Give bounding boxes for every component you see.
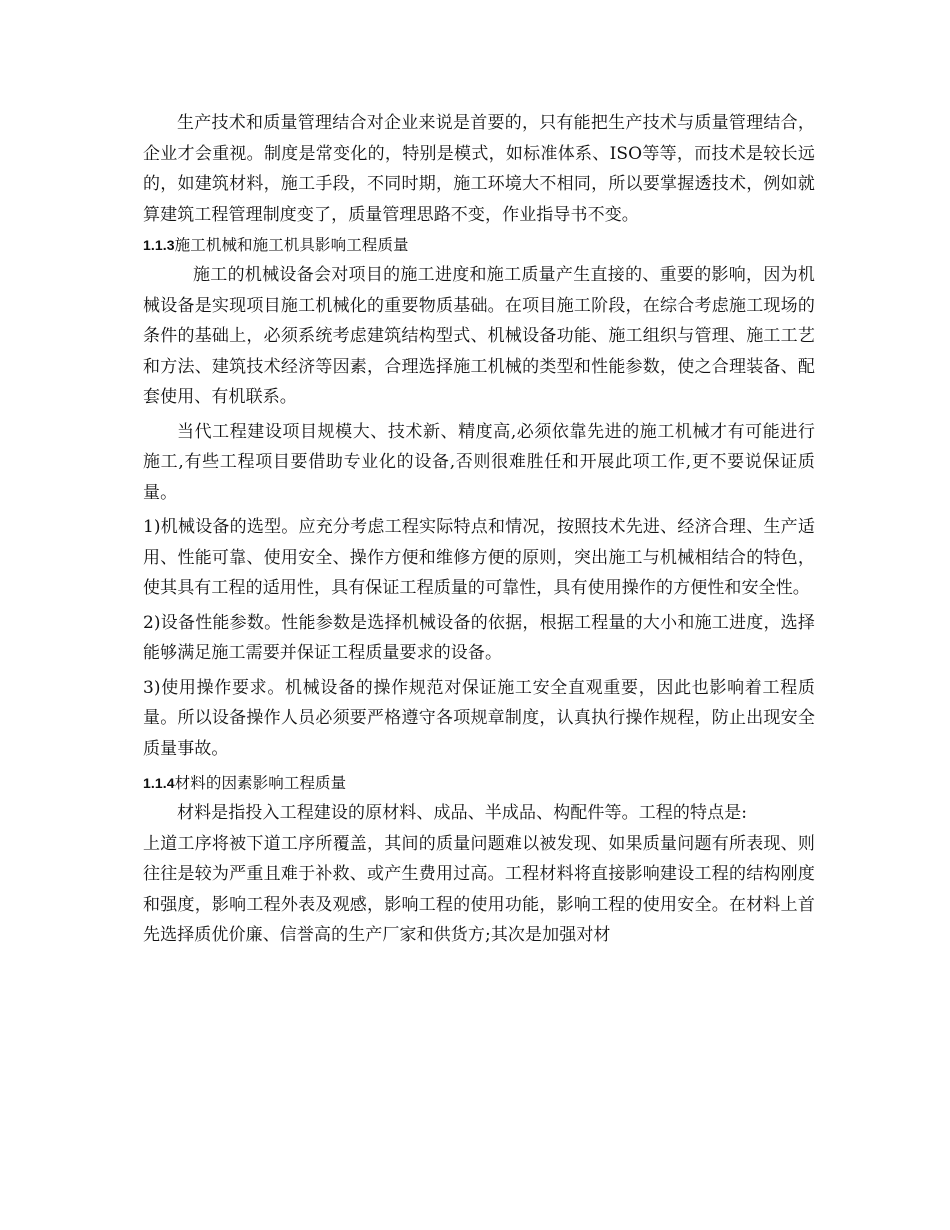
paragraph-materials-body: 上道工序将被下道工序所覆盖，其间的质量问题难以被发现、如果质量问题有所表现、则往往是较为严重且难于补救、或产生费用过高。工程材料将直接影响建设工程的结构刚度和强度，影响工程外表及观感，影响工程的使用功能，影响工程的使用安全。在材料上首先选择质优价廉、信誉高的生产厂家和供货方;其次是加强对材	[143, 833, 815, 945]
paragraph-machinery-impact: 施工的机械设备会对项目的施工进度和施工质量产生直接的、重要的影响，因为机械设备是实现项目施工机械化的重要物质基础。在项目施工阶段，在综合考虑施工现场的条件的基础上，必须系统考虑建筑结构型式、机械设备功能、施工组织与管理、施工工艺和方法、建筑技术经济等因素，合理选择施工机械的类型和性能参数，使之合理装备、配套使用、有机联系。	[143, 265, 815, 407]
section-heading-1-1-4	[143, 768, 815, 798]
section-number: 1.1.3	[143, 237, 175, 253]
section-title: 材料的因素影响工程质量	[174, 774, 347, 792]
section-number: 1.1.4	[143, 775, 175, 791]
section-title: 施工机械和施工机具影响工程质量	[174, 236, 409, 254]
list-item-equipment-selection: 1)机械设备的选型。应充分考虑工程实际特点和情况，按照技术先进、经济合理、生产适用、性能可靠、使用安全、操作方便和维修方便的原则，突出施工与机械相结合的特色，使其具有工程的适用性，具有保证工程质量的可靠性，具有使用操作的方便性和安全性。	[143, 517, 815, 598]
section-heading-1-1-3	[143, 230, 815, 260]
paragraph-materials-line1: 材料是指投入工程建设的原材料、成品、半成品、构配件等。工程的特点是:	[177, 803, 748, 823]
paragraph-modern-projects: 当代工程建设项目规模大、技术新、精度高,必须依靠先进的施工机械才有可能进行施工,有些工程项目要借助专业化的设备,否则很难胜任和开展此项工作,更不要说保证质量。	[143, 421, 815, 503]
paragraph-tech-quality: 生产技术和质量管理结合对企业来说是首要的，只有能把生产技术与质量管理结合，企业才会重视。制度是常变化的，特别是模式，如标准体系、ISO等等，而技术是较长远的，如建筑材料，施工手段，不同时期，施工环境大不相同，所以要掌握透技术，例如就算建筑工程管理制度变了，质量管理思路不变，作业指导书不变。	[143, 113, 815, 225]
document-body	[143, 108, 815, 951]
list-item-operation-requirements: 3)使用操作要求。机械设备的操作规范对保证施工安全直观重要，因此也影响着工程质量。所以设备操作人员必须要严格遵守各项规章制度，认真执行操作规程，防止出现安全质量事故。	[143, 677, 815, 759]
list-item-performance-params: 2)设备性能参数。性能参数是选择机械设备的依据，根据工程量的大小和施工进度，选择能够满足施工需要并保证工程质量要求的设备。	[143, 612, 815, 663]
